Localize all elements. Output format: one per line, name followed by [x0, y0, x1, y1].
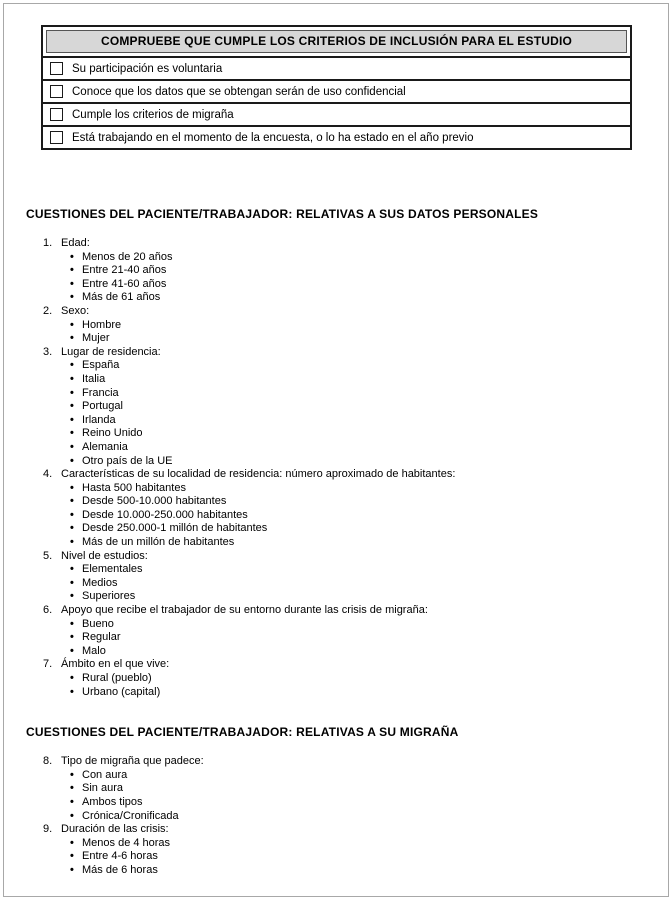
question — [43, 823, 648, 877]
option-text: • Bueno — [82, 617, 114, 630]
checkbox[interactable] — [50, 62, 63, 75]
option-item — [43, 672, 648, 686]
question-line — [43, 305, 648, 319]
question-text: Características de su localidad de residencia: número aproximado de habitantes: — [61, 468, 456, 481]
question — [43, 468, 648, 550]
option-text: • Italia — [82, 372, 106, 385]
option-text: • Desde 10.000-250.000 habitantes — [82, 508, 248, 521]
option-text: • Alemania — [82, 440, 128, 453]
inclusion-criteria-rows — [43, 56, 630, 148]
option-item — [43, 577, 648, 591]
question-text: Sexo: — [61, 304, 90, 317]
option-item — [43, 414, 648, 428]
option-text: • Entre 41-60 años — [82, 277, 167, 290]
question-text: Ámbito en el que vive: — [61, 658, 170, 671]
criteria-row — [43, 102, 630, 125]
question-number: 8. — [43, 755, 53, 768]
question-number: 5. — [43, 549, 53, 562]
option-text: • Hombre — [82, 318, 122, 331]
question-text: Apoyo que recibe el trabajador de su entorno durante las crisis de migraña: — [61, 604, 428, 617]
option-item — [43, 796, 648, 810]
option-text: • Rural (pueblo) — [82, 672, 152, 684]
question — [43, 755, 648, 823]
question — [43, 550, 648, 604]
option-text: • Medios — [82, 576, 118, 589]
question-text: Tipo de migraña que padece: — [61, 755, 204, 768]
option-item — [43, 522, 648, 536]
option-text: • Más de un millón de habitantes — [82, 536, 235, 549]
question-line — [43, 823, 648, 837]
option-text: • Superiores — [82, 590, 136, 603]
option-text: • Desde 250.000-1 millón de habitantes — [82, 522, 268, 535]
option-text: • Reino Unido — [82, 427, 143, 440]
option-item — [43, 590, 648, 604]
option-text: • Entre 4-6 horas — [82, 850, 158, 863]
section-heading: CUESTIONES DEL PACIENTE/TRABAJADOR: RELATIVAS A SUS DATOS PERSONALES — [26, 207, 539, 221]
option-text: • Con aura — [82, 768, 128, 781]
question-line — [43, 237, 648, 251]
option-item — [43, 291, 648, 305]
question-number: 7. — [43, 658, 53, 671]
option-text: • Malo — [82, 644, 106, 657]
option-item — [43, 264, 648, 278]
option-text: • Entre 21-40 años — [82, 264, 167, 277]
checkbox[interactable] — [50, 85, 63, 98]
criteria-row — [43, 56, 630, 79]
question-line — [43, 658, 648, 672]
option-text: • Francia — [82, 386, 119, 399]
checkbox[interactable] — [50, 131, 63, 144]
question — [43, 237, 648, 305]
option-item — [43, 864, 648, 878]
question-line — [43, 468, 648, 482]
option-text: • España — [82, 359, 120, 372]
option-item — [43, 332, 648, 346]
option-item — [43, 495, 648, 509]
question — [43, 346, 648, 468]
question-line — [43, 755, 648, 769]
option-item — [43, 810, 648, 824]
questionnaire-section — [26, 207, 648, 699]
option-item — [43, 278, 648, 292]
option-text: • Desde 500-10.000 habitantes — [82, 495, 227, 508]
question-number: 6. — [43, 604, 53, 617]
option-text: • Portugal — [82, 400, 123, 413]
inclusion-criteria-title: COMPRUEBE QUE CUMPLE LOS CRITERIOS DE INCLUSIÓN PARA EL ESTUDIO — [46, 30, 627, 53]
option-text: • Sin aura — [82, 782, 123, 795]
option-item — [43, 645, 648, 659]
question — [43, 658, 648, 699]
question-text: Edad: — [61, 237, 90, 249]
criteria-row — [43, 125, 630, 148]
question-number: 9. — [43, 823, 53, 836]
criteria-label: Está trabajando en el momento de la encuesta, o lo ha estado en el año previo — [72, 131, 474, 144]
option-item — [43, 251, 648, 265]
option-text: • Menos de 4 horas — [82, 836, 171, 849]
question-number: 1. — [43, 237, 53, 249]
option-item — [43, 631, 648, 645]
option-text: • Hasta 500 habitantes — [82, 481, 186, 494]
option-item — [43, 482, 648, 496]
question-text: Nivel de estudios: — [61, 549, 148, 562]
option-text: • Más de 6 horas — [82, 863, 158, 876]
question-number: 2. — [43, 304, 53, 317]
option-item — [43, 441, 648, 455]
option-item — [43, 686, 648, 700]
option-text: • Elementales — [82, 563, 143, 576]
question-text: Duración de las crisis: — [61, 823, 169, 836]
section-heading: CUESTIONES DEL PACIENTE/TRABAJADOR: RELATIVAS A SU MIGRAÑA — [26, 725, 459, 740]
option-item — [43, 769, 648, 783]
option-item — [43, 782, 648, 796]
option-text: • Otro país de la UE — [82, 454, 173, 467]
questionnaire-body — [26, 207, 648, 878]
option-text: • Ambos tipos — [82, 795, 143, 808]
option-item — [43, 837, 648, 851]
criteria-label: Su participación es voluntaria — [72, 62, 223, 75]
question — [43, 604, 648, 658]
option-item — [43, 455, 648, 469]
question-line — [43, 604, 648, 618]
question-number: 4. — [43, 468, 53, 481]
option-item — [43, 373, 648, 387]
question-list — [43, 237, 648, 699]
option-text: • Crónica/Cronificada — [82, 809, 179, 822]
question — [43, 305, 648, 346]
option-text: • Regular — [82, 631, 121, 644]
option-text: • Más de 61 años — [82, 291, 161, 304]
option-item — [43, 509, 648, 523]
option-item — [43, 850, 648, 864]
option-item — [43, 427, 648, 441]
question-number: 3. — [43, 345, 53, 358]
checkbox[interactable] — [50, 108, 63, 121]
option-text: • Urbano (capital) — [82, 685, 161, 698]
option-text: • Mujer — [82, 332, 110, 345]
option-item — [43, 536, 648, 550]
question-text: Lugar de residencia: — [61, 345, 161, 358]
option-item — [43, 618, 648, 632]
criteria-label: Conoce que los datos que se obtengan serán de uso confidencial — [72, 85, 406, 98]
criteria-label: Cumple los criterios de migraña — [72, 108, 234, 121]
question-line — [43, 346, 648, 360]
option-item — [43, 400, 648, 414]
option-text: • Irlanda — [82, 413, 116, 426]
option-item — [43, 387, 648, 401]
option-item — [43, 563, 648, 577]
criteria-row — [43, 79, 630, 102]
question-list — [43, 755, 648, 877]
questionnaire-section — [26, 725, 648, 877]
option-item — [43, 319, 648, 333]
inclusion-criteria-table — [41, 25, 632, 150]
option-item — [43, 359, 648, 373]
question-line — [43, 550, 648, 564]
option-text: • Menos de 20 años — [82, 250, 173, 263]
document-page — [3, 3, 669, 897]
